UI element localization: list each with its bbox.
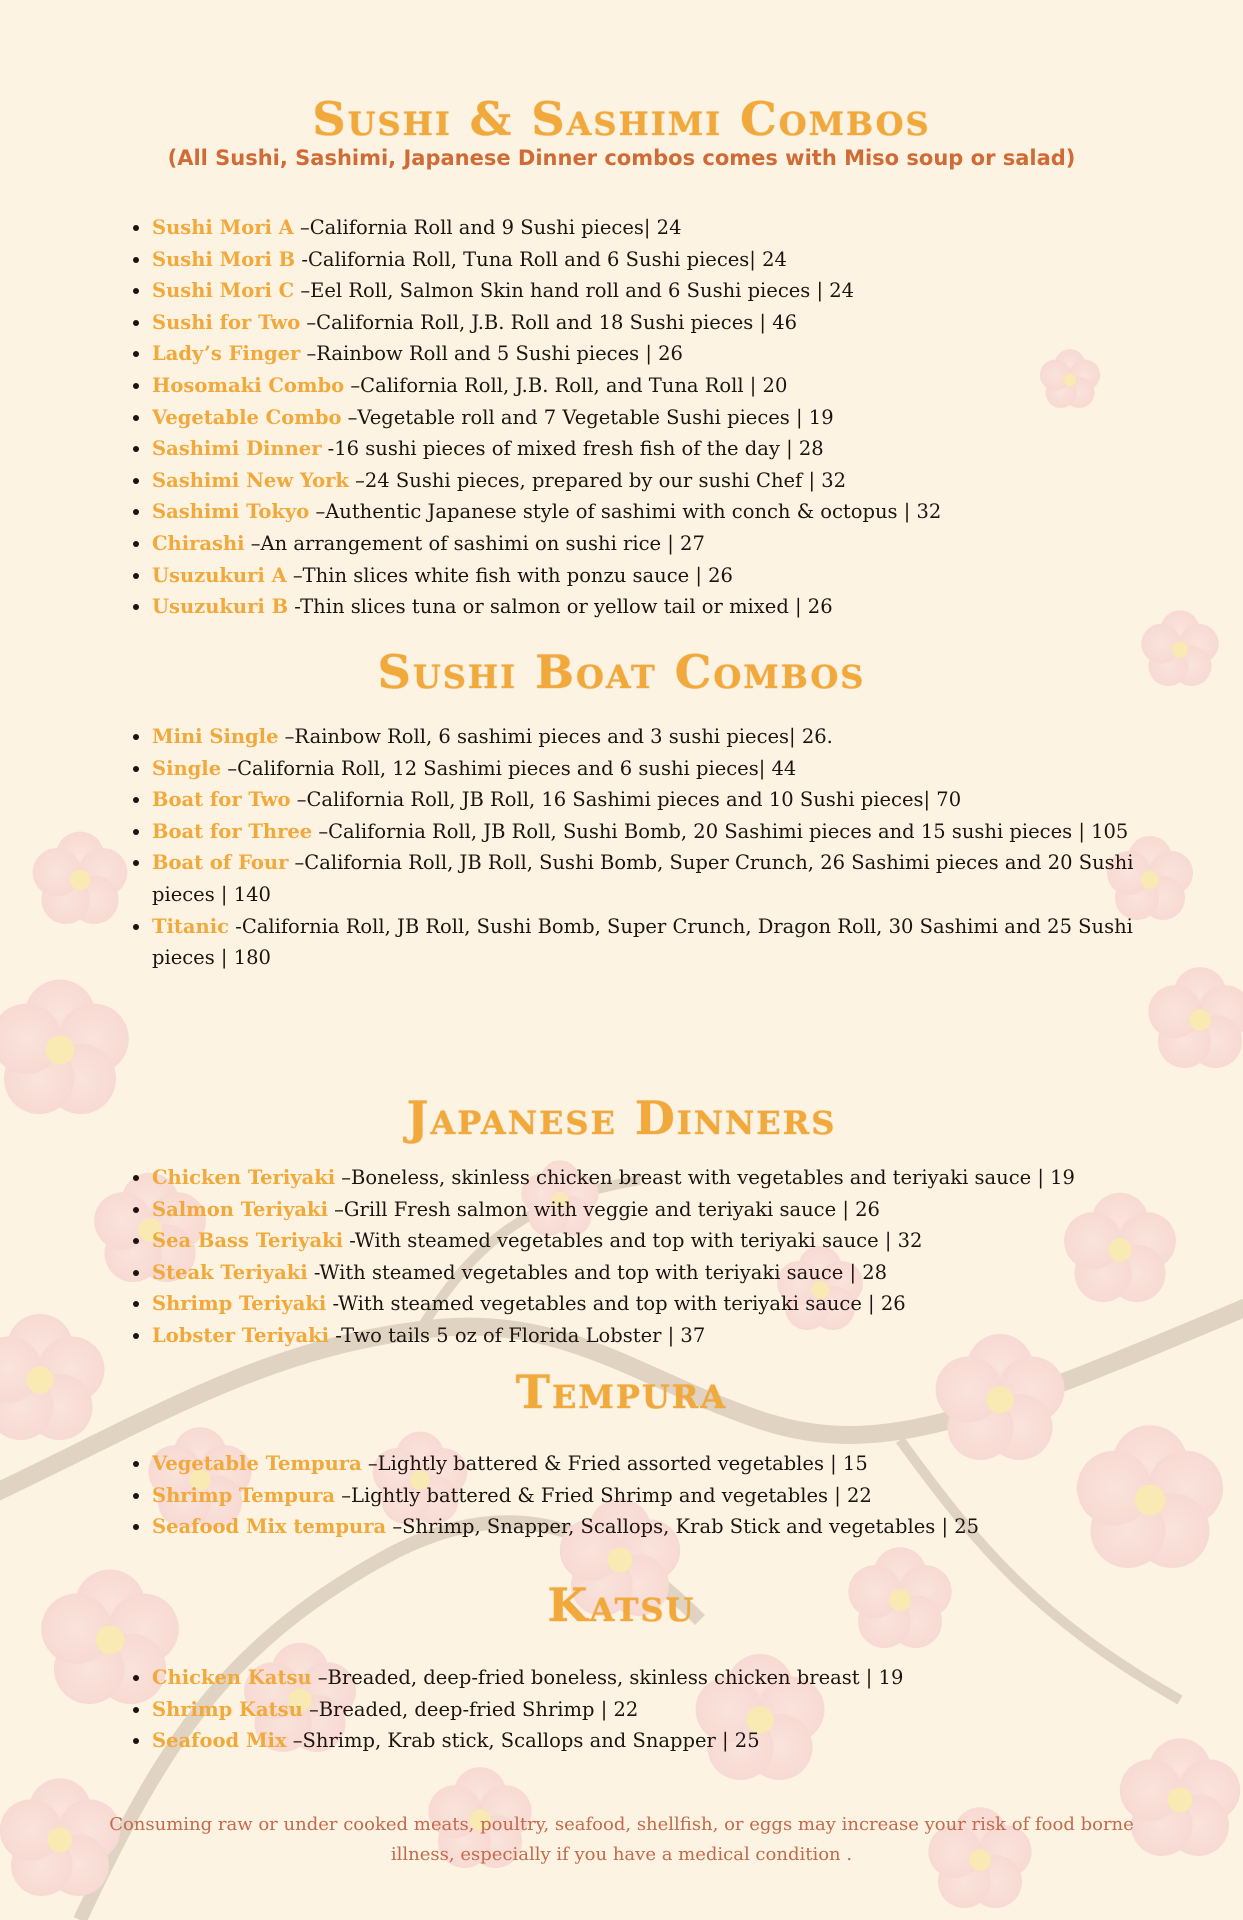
menu-item-name: Vegetable Combo: [152, 405, 342, 429]
menu-item-name: Single: [152, 756, 222, 780]
menu-item-name: Boat of Four: [152, 851, 289, 875]
menu-item-name: Sushi Mori B: [152, 247, 296, 271]
menu-item: [152, 1162, 1197, 1194]
section-title-tempura: Tempura: [515, 1365, 728, 1419]
sushi-boat-list: [128, 721, 1197, 974]
menu-item: [152, 721, 1197, 753]
menu-item-description: –Grill Fresh salmon with veggie and teriyaki sauce | 26: [327, 1197, 880, 1221]
menu-item-description-continued: pieces | 180: [152, 946, 271, 970]
menu-item-description: –California Roll, J.B. Roll and 18 Sushi pieces | 46: [300, 310, 798, 334]
menu-item: [152, 212, 1197, 244]
menu-item: [152, 1662, 1197, 1694]
menu-item-name: Sushi Mori A: [152, 216, 294, 239]
menu-item-description: –Breaded, deep-fried Shrimp | 22: [302, 1697, 639, 1721]
sushi-sashimi-list: [128, 212, 1197, 623]
menu-item-name: Seafood Mix: [152, 1729, 287, 1753]
menu-item-description: –Rainbow Roll and 5 Sushi pieces | 26: [300, 342, 683, 366]
menu-item: [152, 1694, 1197, 1726]
menu-item-description: –Shrimp, Snapper, Scallops, Krab Stick and vegetables | 25: [386, 1515, 980, 1539]
menu-item-description: –Authentic Japanese style of sashimi with conch & octopus | 32: [309, 500, 942, 524]
menu-item: [152, 1511, 1197, 1543]
menu-item: [152, 1480, 1197, 1512]
menu-item-description: –Boneless, skinless chicken breast with vegetables and teriyaki sauce | 19: [335, 1166, 1075, 1189]
menu-item-name: Chicken Teriyaki: [152, 1166, 336, 1189]
menu-item-name: Seafood Mix tempura: [152, 1515, 387, 1539]
menu-item: [152, 275, 1197, 307]
menu-item-description: -California Roll, JB Roll, Sushi Bomb, Super Crunch, Dragon Roll, 30 Sashimi and 25 Sushi: [229, 914, 1133, 938]
menu-item: [152, 816, 1197, 848]
menu-item-description-continued: pieces | 140: [152, 882, 271, 906]
menu-item-name: Lady’s Finger: [152, 342, 301, 366]
menu-item-name: Chicken Katsu: [152, 1666, 312, 1689]
menu-item-name: Boat for Three: [152, 819, 313, 843]
menu-item: [152, 591, 1197, 623]
menu-item-description: -With steamed vegetables and top with teriyaki sauce | 32: [343, 1229, 923, 1253]
menu-item: [152, 1194, 1197, 1226]
menu-item-description: –California Roll, JB Roll, Sushi Bomb, 20 Sashimi pieces and 15 sushi pieces | 105: [312, 819, 1129, 843]
menu-item-name: Mini Single: [152, 725, 279, 748]
menu-item-name: Sashimi Dinner: [152, 437, 322, 461]
menu-item-description: –California Roll, J.B. Roll, and Tuna Roll | 20: [344, 373, 788, 397]
menu-item-description: -With steamed vegetables and top with teriyaki sauce | 28: [307, 1260, 888, 1284]
menu-item-name: Sashimi New York: [152, 468, 349, 492]
section-subtitle: (All Sushi, Sashimi, Japanese Dinner combos comes with Miso soup or salad): [167, 146, 1076, 170]
menu-item-name: Steak Teriyaki: [152, 1260, 308, 1284]
menu-item-description: –An arrangement of sashimi on sushi rice | 27: [244, 531, 705, 555]
menu-item-description: –California Roll, 12 Sashimi pieces and 6 sushi pieces| 44: [221, 756, 797, 780]
menu-item: [152, 307, 1197, 339]
menu-item-description: –California Roll, JB Roll, 16 Sashimi pieces and 10 Sushi pieces| 70: [290, 788, 962, 812]
menu-item-name: Sea Bass Teriyaki: [152, 1229, 344, 1253]
katsu-list: [128, 1662, 1197, 1757]
menu-item-name: Vegetable Tempura: [152, 1452, 362, 1475]
menu-item: [152, 370, 1197, 402]
menu-item-description: –California Roll, JB Roll, Sushi Bomb, Super Crunch, 26 Sashimi pieces and 20 Sushi: [288, 851, 1134, 875]
menu-item-description: -Two tails 5 oz of Florida Lobster | 37: [329, 1323, 706, 1347]
menu-item: [152, 1288, 1197, 1320]
menu-item: [152, 753, 1197, 785]
menu-item: [152, 433, 1197, 465]
section-title-katsu: Katsu: [547, 1578, 696, 1632]
menu-item-description: –Breaded, deep-fried boneless, skinless chicken breast | 19: [311, 1666, 904, 1689]
menu-item-name: Usuzukuri B: [152, 595, 289, 619]
menu-item: [152, 784, 1197, 816]
menu-item: [152, 465, 1197, 497]
menu-item-description: –Lightly battered & Fried assorted vegetables | 15: [361, 1452, 868, 1475]
japanese-dinners-list: [128, 1162, 1197, 1352]
menu-item: [152, 338, 1197, 370]
menu-item: [152, 560, 1197, 592]
menu-item: [152, 911, 1197, 974]
menu-item-name: Lobster Teriyaki: [152, 1323, 330, 1347]
menu-item: [152, 1320, 1197, 1352]
menu-item-description: –Vegetable roll and 7 Vegetable Sushi pieces | 19: [341, 405, 834, 429]
menu-item-description: –24 Sushi pieces, prepared by our sushi Chef | 32: [348, 468, 847, 492]
menu-item-description: –California Roll and 9 Sushi pieces| 24: [293, 216, 682, 239]
menu-item-description: -With steamed vegetables and top with teriyaki sauce | 26: [326, 1292, 906, 1316]
menu-item: [152, 1448, 1197, 1480]
menu-item-name: Hosomaki Combo: [152, 373, 345, 397]
menu-item-description: –Lightly battered & Fried Shrimp and vegetables | 22: [335, 1483, 872, 1507]
menu-item: [152, 1725, 1197, 1757]
menu-item-description: –Shrimp, Krab stick, Scallops and Snapper | 25: [286, 1729, 760, 1753]
menu-item-name: Shrimp Katsu: [152, 1697, 303, 1721]
menu-item-name: Sushi Mori C: [152, 279, 295, 303]
menu-item: [152, 1225, 1197, 1257]
menu-item-name: Boat for Two: [152, 788, 291, 812]
menu-item: [152, 402, 1197, 434]
menu-item-description: –Thin slices white fish with ponzu sauce | 26: [286, 563, 733, 587]
menu-item: [152, 847, 1197, 910]
tempura-list: [128, 1448, 1197, 1543]
menu-item-name: Usuzukuri A: [152, 563, 287, 587]
menu-item-name: Sushi for Two: [152, 310, 301, 334]
menu-item-description: –Rainbow Roll, 6 sashimi pieces and 3 sushi pieces| 26.: [278, 725, 833, 748]
section-title-japanese-dinners: Japanese Dinners: [406, 1091, 837, 1145]
menu-item-description: -Thin slices tuna or salmon or yellow tail or mixed | 26: [288, 595, 833, 619]
menu-item-name: Shrimp Teriyaki: [152, 1292, 327, 1316]
menu-item: [152, 496, 1197, 528]
menu-item-description: -California Roll, Tuna Roll and 6 Sushi pieces| 24: [295, 247, 787, 271]
menu-item-description: -16 sushi pieces of mixed fresh fish of the day | 28: [321, 437, 824, 461]
menu-item: [152, 1257, 1197, 1289]
menu-item: [152, 528, 1197, 560]
food-safety-disclaimer: Consuming raw or under cooked meats, poultry, seafood, shellfish, or eggs may increase your risk of food borne illness, especially if you have a medical condition .: [109, 1814, 1134, 1865]
menu-item-description: –Eel Roll, Salmon Skin hand roll and 6 Sushi pieces | 24: [294, 279, 855, 303]
menu-item-name: Shrimp Tempura: [152, 1483, 336, 1507]
section-title-sushi-sashimi: Sushi & Sashimi Combos: [312, 92, 931, 146]
menu-item-name: Sashimi Tokyo: [152, 500, 310, 524]
menu-item: [152, 244, 1197, 276]
menu-item-name: Titanic: [152, 914, 230, 938]
menu-item-name: Salmon Teriyaki: [152, 1197, 328, 1221]
menu-item-name: Chirashi: [152, 531, 245, 555]
section-title-sushi-boat: Sushi Boat Combos: [377, 645, 866, 699]
